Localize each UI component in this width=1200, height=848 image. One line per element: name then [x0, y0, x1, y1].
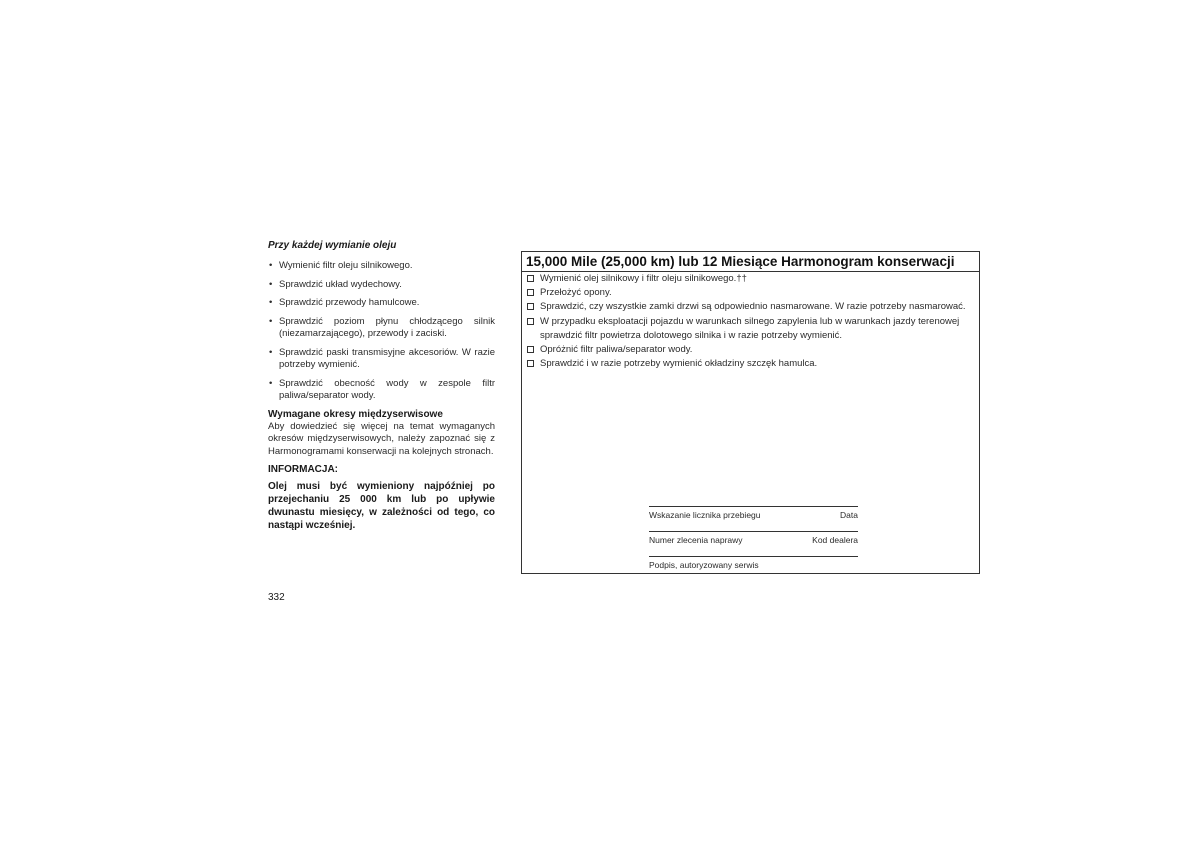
- signature-label: Podpis, autoryzowany serwis: [649, 560, 759, 570]
- bullet-icon: •: [269, 278, 273, 290]
- task-item: Opróżnić filtr paliwa/separator wody.: [527, 343, 967, 357]
- checkbox-icon[interactable]: [527, 303, 534, 310]
- schedule-title: 15,000 Mile (25,000 km) lub 12 Miesiące Harmonogram konserwacji: [526, 254, 955, 269]
- service-interval-text: Aby dowiedzieć się więcej na temat wymaganych okresów międzyserwisowych, należy zapoznać się z Harmonogramami konserwacji na kolejnych stronach.: [268, 420, 495, 457]
- list-item: • Sprawdzić poziom płynu chłodzącego silnik (niezamarzającego), przewody i zaciski.: [269, 315, 495, 339]
- oil-change-heading: Przy każdej wymianie oleju: [268, 240, 397, 251]
- maintenance-schedule-box: [521, 251, 980, 574]
- task-item: W przypadku eksploatacji pojazdu w warunkach silnego zapylenia lub w warunkach jazdy terenowej sprawdzić filtr powietrza dolotowego silnika i w razie potrzeby wymienić.: [527, 315, 967, 343]
- bullet-icon: •: [269, 297, 273, 308]
- service-interval-heading: Wymagane okresy międzyserwisowe: [268, 408, 443, 420]
- task-item: Wymienić olej silnikowy i filtr oleju silnikowego.††: [527, 272, 967, 286]
- info-text: Olej musi być wymieniony najpóźniej po przejechaniu 25 000 km lub po upływie dwunastu miesięcy, w zależności od tego, co nastąpi wcześniej.: [268, 481, 495, 531]
- repair-order-label: Numer zlecenia naprawy: [649, 535, 743, 545]
- checkbox-icon[interactable]: [527, 289, 534, 296]
- left-column: [268, 240, 495, 532]
- bullet-icon: •: [269, 260, 273, 271]
- bullet-icon: •: [269, 315, 273, 327]
- list-item: • Wymienić filtr oleju silnikowego.: [269, 260, 413, 271]
- page-number: 332: [268, 592, 285, 603]
- repair-order-row[interactable]: [649, 531, 858, 556]
- list-item: • Sprawdzić układ wydechowy.: [269, 278, 402, 290]
- task-item: Sprawdzić, czy wszystkie zamki drzwi są odpowiednio nasmarowane. W razie potrzeby nasmarować.: [527, 300, 967, 314]
- odometer-row[interactable]: [649, 506, 858, 531]
- bullet-icon: •: [269, 377, 273, 389]
- checkbox-icon[interactable]: [527, 275, 534, 282]
- info-heading: INFORMACJA:: [268, 464, 338, 475]
- odometer-label: Wskazanie licznika przebiegu: [649, 510, 761, 520]
- signature-row[interactable]: [649, 556, 858, 581]
- oil-change-list: [268, 260, 495, 403]
- dealer-code-label: Kod dealera: [812, 535, 858, 545]
- date-label: Data: [840, 510, 858, 520]
- task-item: Sprawdzić i w razie potrzeby wymienić okładziny szczęk hamulca.: [527, 357, 967, 371]
- list-item: • Sprawdzić przewody hamulcowe.: [269, 297, 420, 308]
- list-item: • Sprawdzić obecność wody w zespole filtr paliwa/separator wody.: [269, 377, 495, 401]
- checkbox-icon[interactable]: [527, 318, 534, 325]
- checkbox-icon[interactable]: [527, 346, 534, 353]
- checkbox-icon[interactable]: [527, 360, 534, 367]
- bullet-icon: •: [269, 346, 273, 358]
- task-item: Przełożyć opony.: [527, 286, 967, 300]
- list-item: • Sprawdzić paski transmisyjne akcesoriów. W razie potrzeby wymienić.: [269, 346, 495, 370]
- signature-area: [649, 506, 858, 581]
- task-list: [527, 272, 967, 371]
